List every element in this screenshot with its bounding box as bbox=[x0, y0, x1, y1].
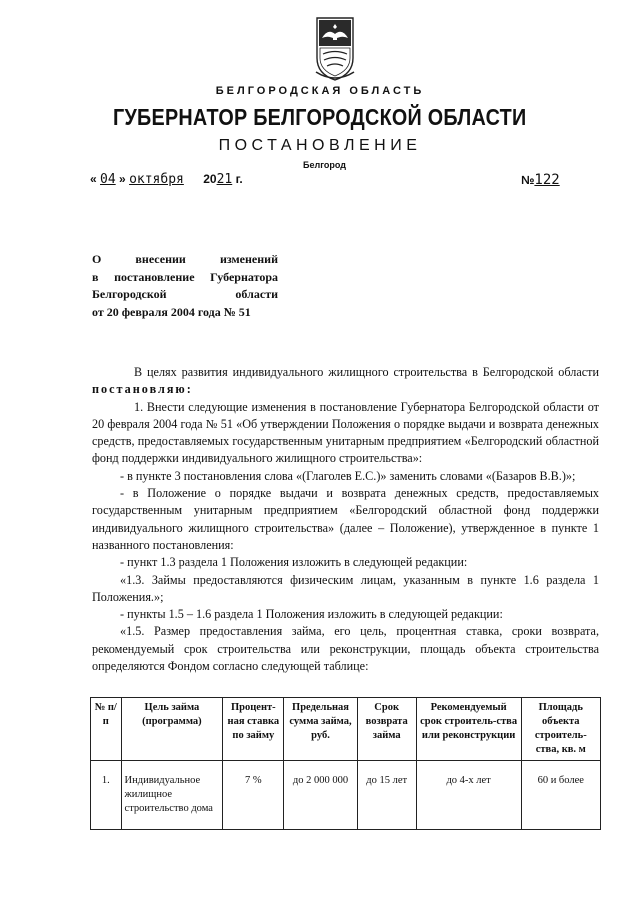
column-header: Предельная сумма займа, руб. bbox=[284, 698, 357, 761]
belgorod-coat-of-arms-icon bbox=[311, 14, 359, 84]
city-name: Белгород bbox=[303, 160, 346, 170]
table-cell: 1. bbox=[91, 761, 122, 830]
table-cell: до 15 лет bbox=[357, 761, 416, 830]
authority-title: ГУБЕРНАТОР БЕЛГОРОДСКОЙ ОБЛАСТИ bbox=[112, 104, 527, 130]
body-paragraph bbox=[92, 364, 599, 399]
document-number bbox=[521, 172, 560, 188]
document-body bbox=[92, 364, 599, 675]
region-title: БЕЛГОРОДСКАЯ ОБЛАСТЬ bbox=[215, 85, 425, 97]
body-paragraph: - пункты 1.5 – 1.6 раздела 1 Положения изложить в следующей редакции: bbox=[120, 607, 503, 622]
column-header: Площадь объекта строитель-ства, кв. м bbox=[521, 698, 600, 761]
date-close-quote: » bbox=[119, 172, 126, 186]
subject-line: в постановление Губернатора bbox=[92, 269, 278, 284]
number-label: № bbox=[521, 173, 535, 187]
subject-block bbox=[92, 251, 278, 321]
body-paragraph: «1.5. Размер предоставления займа, его цель, процентная ставка, сроки возврата, рекомендуемый срок строительства или реконструкции, площадь объекта строительства определяются Фондом согласно следующей таблице: bbox=[92, 624, 599, 674]
table-row bbox=[91, 761, 601, 830]
table-cell: 7 % bbox=[223, 761, 284, 830]
table-header-row bbox=[91, 698, 601, 761]
subject-line: от 20 февраля 2004 года № 51 bbox=[92, 304, 251, 319]
table-cell: до 2 000 000 bbox=[284, 761, 357, 830]
loan-terms-table bbox=[90, 697, 601, 830]
date-open-quote: « bbox=[90, 172, 97, 186]
body-paragraph: - пункт 1.3 раздела 1 Положения изложить в следующей редакции: bbox=[120, 555, 468, 570]
column-header: Рекомендуемый срок строитель-ства или реконструкции bbox=[416, 698, 521, 761]
date-year-label: г. bbox=[235, 172, 243, 186]
body-paragraph: - в пункте 3 постановления слова «(Глаголев Е.С.)» заменить словами «(Базаров В.В.)»; bbox=[120, 468, 576, 483]
body-paragraph: - в Положение о порядке выдачи и возврата денежных средств, предоставляемых государственным унитарным предприятием «Белгородский областной фонд поддержки индивидуального жилищного строительства» (далее – Положение), утвержденное в пункте 1 названного постановления: bbox=[92, 486, 599, 552]
table-cell: до 4-х лет bbox=[416, 761, 521, 830]
table-cell: Индивидуальное жилищное строительство дома bbox=[121, 761, 223, 830]
body-paragraph: «1.3. Займы предоставляются физическим лицам, указанным в пункте 1.6 раздела 1 Положения.»; bbox=[92, 572, 599, 604]
column-header: Цель займа (программа) bbox=[121, 698, 223, 761]
subject-line: Белгородской области bbox=[92, 287, 278, 301]
column-header: Процент-ная ставка по займу bbox=[223, 698, 284, 761]
column-header: Срок возврата займа bbox=[357, 698, 416, 761]
body-paragraph: 1. Внести следующие изменения в постановление Губернатора Белгородской области от 20 февраля 2004 года № 51 «Об утверждении Положения о порядке выдачи и возврата денежных средств, предоставляемых государственным унитарным предприятием «Белгородский областной фонд поддержки индивидуального жилищного строительства»: bbox=[92, 399, 599, 466]
date-year-suffix: 21 bbox=[216, 172, 233, 187]
date-month: октября bbox=[129, 172, 184, 187]
document-date bbox=[90, 172, 243, 187]
paragraph-text: В целях развития индивидуального жилищного строительства в Белгородской области bbox=[134, 365, 599, 379]
column-header: № п/п bbox=[91, 698, 122, 761]
date-year-prefix: 20 bbox=[203, 172, 217, 186]
decree-keyword: постановляю: bbox=[92, 382, 193, 397]
date-day: 04 bbox=[100, 172, 116, 187]
number-value: 122 bbox=[534, 172, 560, 188]
table-cell: 60 и более bbox=[521, 761, 600, 830]
subject-line: О внесении изменений bbox=[92, 252, 278, 266]
document-type: ПОСТАНОВЛЕНИЕ bbox=[218, 137, 422, 154]
